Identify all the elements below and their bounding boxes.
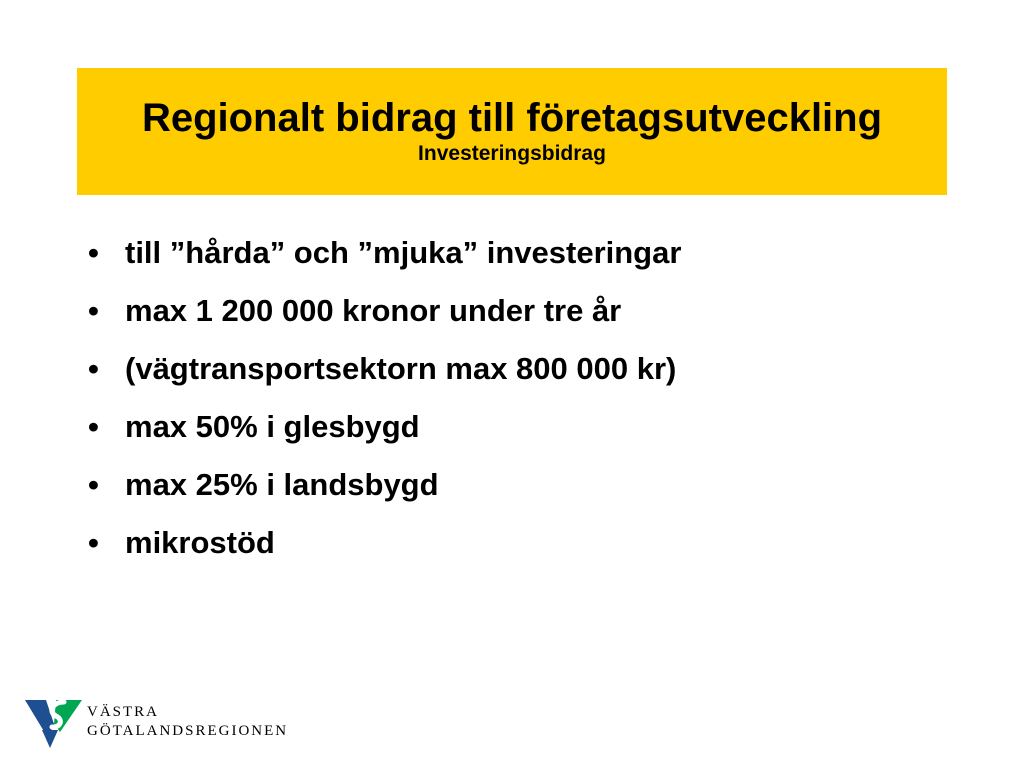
bullet-text: till ”hårda” och ”mjuka” investeringar [125,235,682,270]
bullet-text: max 1 200 000 kronor under tre år [125,293,622,328]
bullet-item [88,463,681,521]
bullet-glyph: • [88,293,99,328]
bullet-text: max 25% i landsbygd [125,467,439,502]
bullet-text: mikrostöd [125,525,275,560]
logo-text-line2: GÖTALANDSREGIONEN [87,723,289,739]
bullet-list [88,231,681,579]
bullet-item [88,405,681,463]
bullet-glyph: • [88,235,99,270]
logo-bottom-point [42,730,58,748]
slide-title: Regionalt bidrag till företagsutveckling [141,96,883,140]
bullet-glyph: • [88,409,99,444]
bullet-item [88,347,681,405]
bullet-text: (vägtransportsektorn max 800 000 kr) [125,351,677,386]
bullet-item [88,231,681,289]
slide-subtitle: Investeringsbidrag [418,142,606,165]
bullet-glyph: • [88,467,99,502]
logo-text-line1: VÄSTRA [87,704,160,720]
bullet-item [88,521,681,579]
organization-logo [24,694,294,750]
bullet-item [88,289,681,347]
vastra-gotalandsregionen-logo-icon [24,694,84,750]
bullet-glyph: • [88,525,99,560]
title-banner [77,68,947,195]
bullet-text: max 50% i glesbygd [125,409,420,444]
bullet-glyph: • [88,351,99,386]
